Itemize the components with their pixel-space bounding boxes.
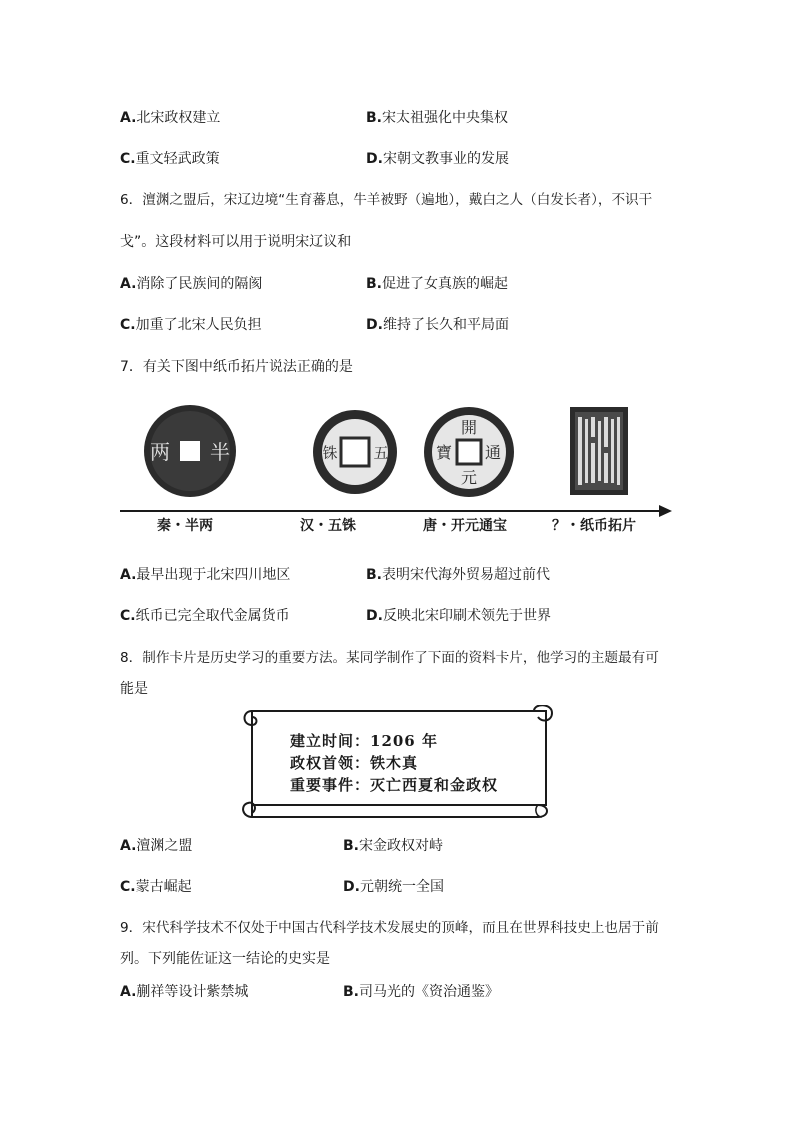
q6-stem-line1: 6．澶渊之盟后，宋辽边境“生育蕃息，牛羊被野（遍地），戴白之人（白发长者），不识干 [120, 192, 653, 208]
q8-option-a: A.澶渊之盟 [120, 838, 193, 854]
paper-money-rubbing [570, 407, 628, 495]
q8-option-b: B.宋金政权对峙 [343, 838, 443, 854]
q7-stem: 7．有关下图中纸币拓片说法正确的是 [120, 359, 353, 375]
kaiyuan-char-bottom: 元 [460, 468, 478, 487]
kaiyuan-char-left: 寶 [435, 443, 453, 462]
timeline-label-han: 汉・五铢 [300, 518, 356, 534]
q7-option-a: A.最早出现于北宋四川地区 [120, 567, 291, 583]
q6-option-b: B.促进了女真族的崛起 [366, 276, 508, 292]
q9-option-a: A.蒯祥等设计紫禁城 [120, 984, 249, 1000]
q6-stem-line2: 戈”。这段材料可以用于说明宋辽议和 [120, 234, 352, 250]
wuzhu-char-left: 铢 [322, 444, 338, 462]
q9-stem-line1: 9．宋代科学技术不仅处于中国古代科学技术发展史的顶峰，而且在世界科技史上也居于前 [120, 920, 659, 936]
q8-option-d: D.元朝统一全国 [343, 879, 444, 895]
banliang-char-right: 半 [210, 440, 230, 464]
q5-option-d: D.宋朝文教事业的发展 [366, 151, 509, 167]
wuzhu-coin [313, 410, 397, 494]
card-major-events: 重要事件：灭亡西夏和金政权 [290, 776, 499, 794]
q5-option-a: A.北宋政权建立 [120, 110, 221, 126]
kaiyuan-char-right: 通 [484, 443, 502, 462]
q6-option-a: A.消除了民族间的隔阂 [120, 276, 263, 292]
q8-option-c: C.蒙古崛起 [120, 879, 192, 895]
q7-option-d: D.反映北宋印刷术领先于世界 [366, 608, 551, 624]
card-leader: 政权首领：铁木真 [290, 754, 419, 772]
q5-option-c: C.重文轻武政策 [120, 151, 220, 167]
banliang-coin [144, 405, 236, 497]
q9-option-b: B.司马光的《资治通鉴》 [343, 984, 499, 1000]
kaiyuan-coin [424, 407, 514, 497]
q5-option-b: B.宋太祖强化中央集权 [366, 110, 508, 126]
q8-stem-line1: 8．制作卡片是历史学习的重要方法。某同学制作了下面的资料卡片，他学习的主题最有可 [120, 650, 659, 666]
timeline-label-paper: ？・纸币拓片 [552, 518, 636, 534]
q9-stem-line2: 列。下列能佐证这一结论的史实是 [120, 951, 330, 967]
q7-option-b: B.表明宋代海外贸易超过前代 [366, 567, 550, 583]
banliang-char-left: 两 [150, 440, 170, 464]
q6-option-d: D.维持了长久和平局面 [366, 317, 509, 333]
q7-option-c: C.纸币已完全取代金属货币 [120, 608, 290, 624]
wuzhu-char-right: 五 [373, 444, 389, 462]
card-founding-time: 建立时间：1206 年 [290, 732, 438, 750]
q8-stem-line2: 能是 [120, 681, 148, 697]
timeline-label-qin: 秦・半两 [157, 518, 213, 534]
q6-option-c: C.加重了北宋人民负担 [120, 317, 262, 333]
timeline-label-tang: 唐・开元通宝 [423, 518, 507, 534]
kaiyuan-char-top: 開 [460, 418, 478, 437]
